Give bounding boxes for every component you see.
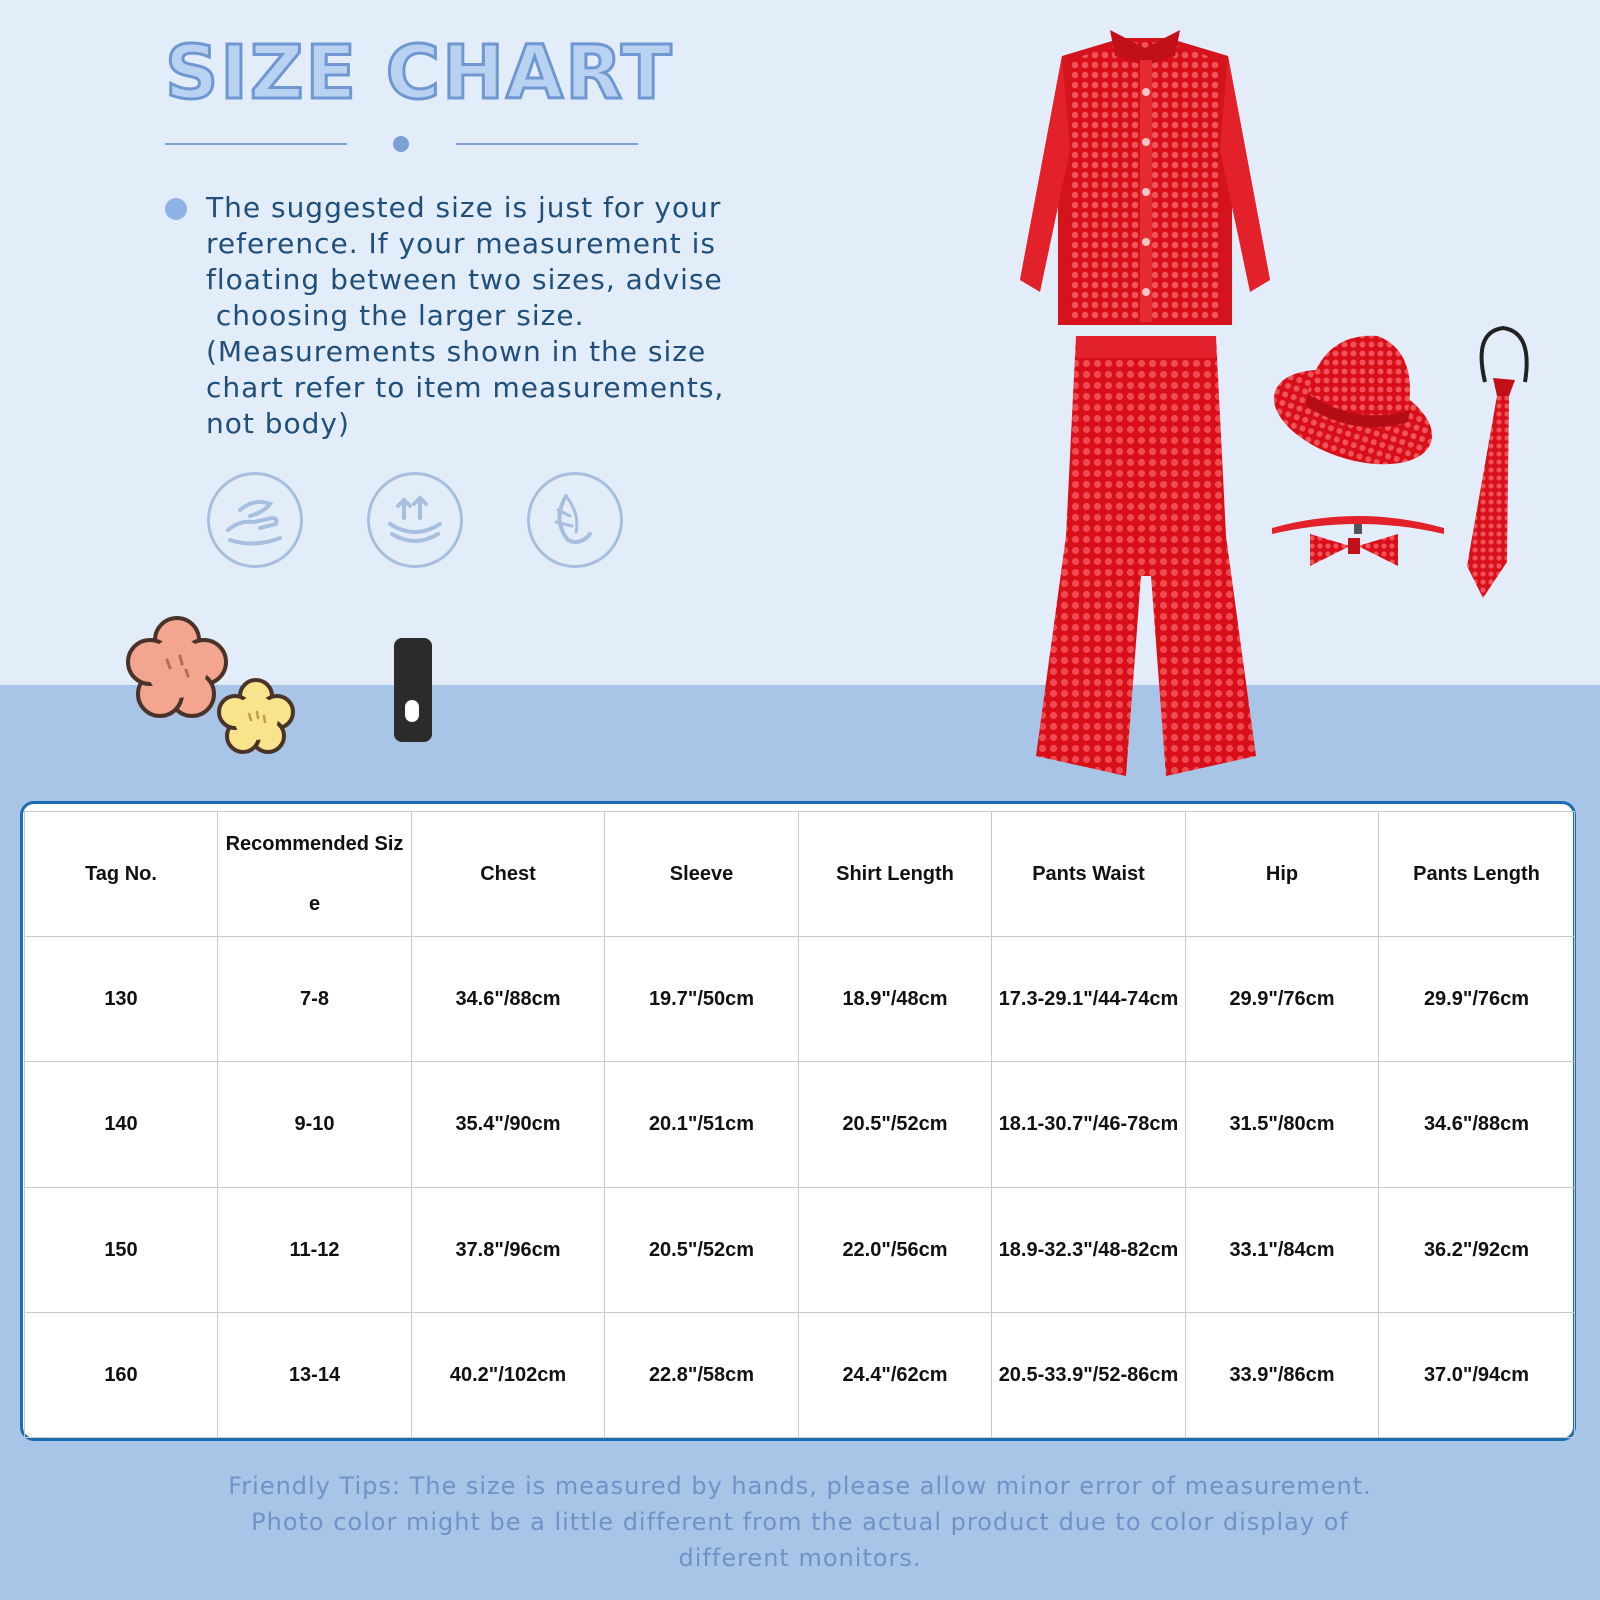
- table-cell: 37.8"/96cm: [412, 1187, 605, 1312]
- title-divider-right: [456, 143, 638, 145]
- sequin-tie-image: [1463, 322, 1543, 616]
- title-divider-dot: [393, 136, 409, 152]
- feather-icon: [527, 472, 623, 568]
- table-cell: 34.6"/88cm: [1379, 1062, 1575, 1187]
- table-cell: 13-14: [218, 1312, 412, 1437]
- table-cell: 31.5"/80cm: [1186, 1062, 1379, 1187]
- table-header-cell: Sleeve: [605, 812, 799, 937]
- friendly-tips: [100, 1468, 1500, 1576]
- table-cell: 20.1"/51cm: [605, 1062, 799, 1187]
- stretch-icon: [367, 472, 463, 568]
- table-cell: 9-10: [218, 1062, 412, 1187]
- size-note: [206, 190, 846, 442]
- note-line: reference. If your measurement is: [206, 227, 716, 260]
- table-cell: 20.5"/52cm: [799, 1062, 992, 1187]
- note-line: The suggested size is just for your: [206, 191, 722, 224]
- note-line: choosing the larger size.: [206, 299, 585, 332]
- table-header-row: [25, 812, 1575, 937]
- table-cell: 22.0"/56cm: [799, 1187, 992, 1312]
- sequin-shirt-image: [1000, 30, 1290, 334]
- table-cell: 40.2"/102cm: [412, 1312, 605, 1437]
- toggle-knob: [405, 700, 419, 722]
- table-cell: 18.9-32.3"/48-82cm: [992, 1187, 1186, 1312]
- size-table: [24, 811, 1575, 1438]
- title-divider-left: [165, 143, 347, 145]
- page-title: SIZE CHART: [165, 30, 674, 116]
- table-cell: 130: [25, 937, 218, 1062]
- table-cell: 37.0"/94cm: [1379, 1312, 1575, 1437]
- tip-line: different monitors.: [678, 1544, 922, 1572]
- table-header-cell: Tag No.: [25, 812, 218, 937]
- note-line: not body): [206, 407, 350, 440]
- table-header-cell: Pants Length: [1379, 812, 1575, 937]
- table-header-cell: Pants Waist: [992, 812, 1186, 937]
- table-cell: 24.4"/62cm: [799, 1312, 992, 1437]
- toggle-pill-icon: [394, 638, 432, 742]
- table-cell: 36.2"/92cm: [1379, 1187, 1575, 1312]
- table-cell: 34.6"/88cm: [412, 937, 605, 1062]
- note-bullet: [165, 198, 187, 220]
- table-cell: 17.3-29.1"/44-74cm: [992, 937, 1186, 1062]
- sequin-hat-image: [1268, 322, 1448, 476]
- tip-line: Photo color might be a little different from the actual product due to color display of: [251, 1508, 1349, 1536]
- table-header-cell: Recommended Size: [218, 812, 412, 937]
- table-cell: 22.8"/58cm: [605, 1312, 799, 1437]
- table-row: [25, 1312, 1575, 1437]
- table-cell: 18.9"/48cm: [799, 937, 992, 1062]
- table-cell: 33.9"/86cm: [1186, 1312, 1379, 1437]
- table-cell: 29.9"/76cm: [1379, 937, 1575, 1062]
- table-cell: 7-8: [218, 937, 412, 1062]
- table-cell: 20.5-33.9"/52-86cm: [992, 1312, 1186, 1437]
- note-line: (Measurements shown in the size: [206, 335, 707, 368]
- note-line: floating between two sizes, advise: [206, 263, 723, 296]
- table-cell: 35.4"/90cm: [412, 1062, 605, 1187]
- sequin-pants-image: [1026, 336, 1266, 790]
- note-line: chart refer to item measurements,: [206, 371, 725, 404]
- table-cell: 150: [25, 1187, 218, 1312]
- table-row: [25, 937, 1575, 1062]
- table-cell: 29.9"/76cm: [1186, 937, 1379, 1062]
- table-header-cell: Shirt Length: [799, 812, 992, 937]
- table-header-cell: Chest: [412, 812, 605, 937]
- table-cell: 140: [25, 1062, 218, 1187]
- table-cell: 18.1-30.7"/46-78cm: [992, 1062, 1186, 1187]
- yellow-flower-icon: [215, 676, 297, 760]
- table-cell: 19.7"/50cm: [605, 937, 799, 1062]
- table-cell: 20.5"/52cm: [605, 1187, 799, 1312]
- table-cell: 33.1"/84cm: [1186, 1187, 1379, 1312]
- table-row: [25, 1062, 1575, 1187]
- sequin-bowtie-image: [1268, 510, 1448, 584]
- tip-line: Friendly Tips: The size is measured by hands, please allow minor error of measurement.: [228, 1472, 1372, 1500]
- table-cell: 11-12: [218, 1187, 412, 1312]
- table-row: [25, 1187, 1575, 1312]
- hand-icon: [207, 472, 303, 568]
- table-header-cell: Hip: [1186, 812, 1379, 937]
- table-cell: 160: [25, 1312, 218, 1437]
